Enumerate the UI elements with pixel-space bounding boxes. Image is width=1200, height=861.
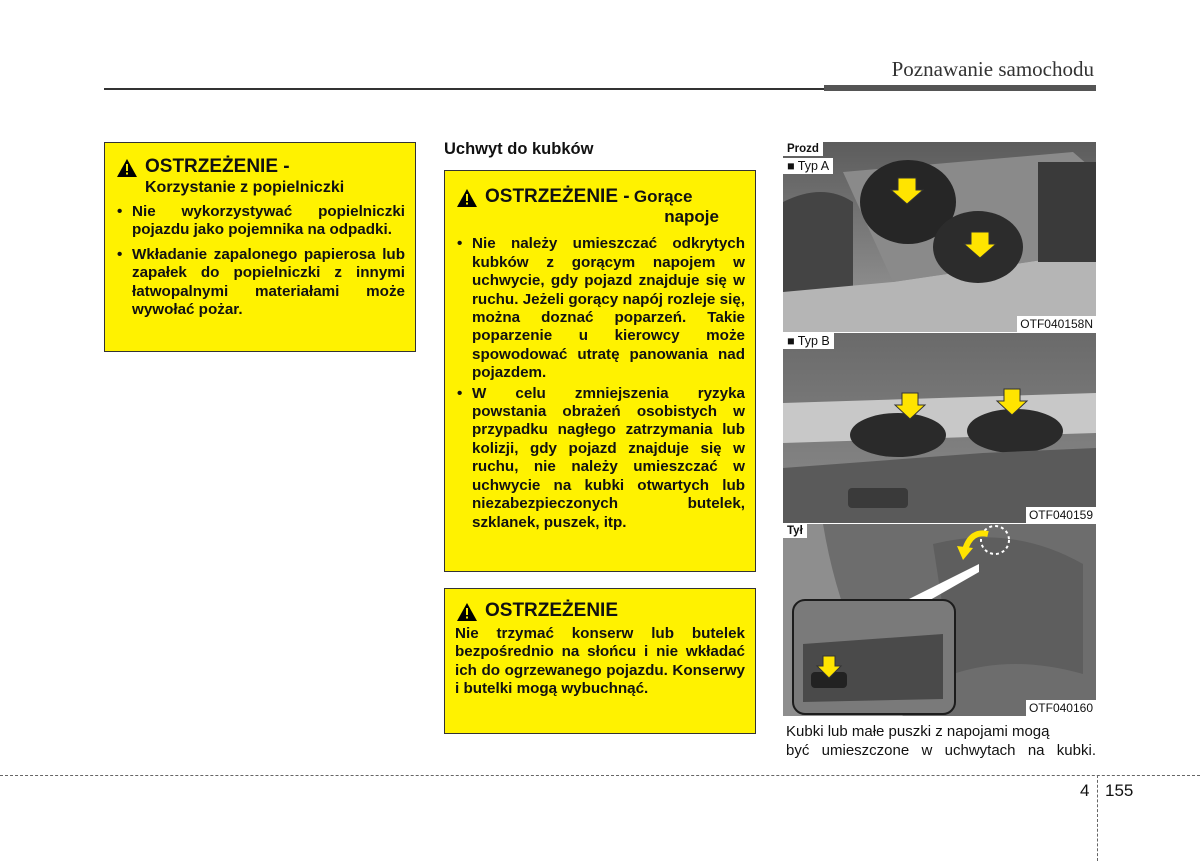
chapter-number: 4	[1080, 781, 1090, 800]
warning-triangle-icon	[457, 603, 477, 621]
figure-cupholder-type-b	[783, 333, 1096, 523]
warning-subtitle: Korzystanie z popielniczki	[145, 179, 345, 196]
warning-box-cans	[444, 588, 756, 734]
cupholder-rear-photo	[783, 524, 1096, 716]
warning-title-tail: napoje	[664, 207, 719, 227]
warning-title: OSTRZEŻENIE -	[485, 186, 630, 207]
section-title: Uchwyt do kubków	[444, 140, 594, 158]
figure-code: OTF040159	[1026, 507, 1096, 523]
figure-cupholder-type-a	[783, 142, 1096, 332]
running-header: Poznawanie samochodu	[891, 57, 1094, 81]
warning-title: OSTRZEŻENIE -	[145, 156, 290, 177]
warning-title-tail: Gorące	[633, 187, 693, 206]
warning-triangle-icon	[457, 189, 477, 207]
figure-code: OTF040158N	[1017, 316, 1096, 332]
warning-item: • Nie wykorzystywać popielniczki pojazdu jako pojemnika na odpadki.	[115, 203, 405, 240]
warning-item: • Nie należy umieszczać odkrytych kubków z gorącym napojem w uchwycie, gdy pojazd znajduje się w ruchu. Jeżeli gorący napój rozleje się, można doznać poparzeń. Takie poparzenie u kierowcy może spowodować utratę panowania nad pojazdem.	[455, 235, 745, 382]
figure-type-label: ■ Typ B	[783, 333, 834, 349]
figure-label-rear: Tył	[783, 524, 807, 538]
warning-triangle-icon	[117, 159, 137, 177]
cupholder-type-b-photo	[783, 333, 1096, 523]
figure-type-label: ■ Typ A	[783, 158, 833, 174]
caption-line: Kubki lub małe puszki z napojami mogą	[786, 723, 1050, 740]
warning-item: • W celu zmniejszenia ryzyka powstania obrażeń osobistych w przypadku nagłego zatrzymania lub kolizji, gdy pojazd znajduje się w ruchu, nie należy umieszczać w uchwycie na kubki otwartych lub niezabezpieczonych butelek, szklanek, puszek, itp.	[455, 385, 745, 532]
warning-title: OSTRZEŻENIE	[485, 600, 619, 621]
figure-code: OTF040160	[1026, 700, 1096, 716]
warning-item: • Wkładanie zapalonego papierosa lub zapałek do popielniczki z innymi łatwopalnymi materiałami może wywołać pożar.	[115, 246, 405, 320]
page-number-divider	[1097, 775, 1098, 861]
header-rule-bar	[824, 85, 1096, 91]
warning-text: Nie trzymać konserw lub butelek bezpośrednio na słońcu i nie wkładać ich do ogrzewanego pojazdu. Konserwy i butelki mogą wybuchnąć.	[455, 625, 745, 698]
warning-box-ashtray	[104, 142, 416, 352]
page-number: 155	[1105, 781, 1134, 800]
caption-line: być umieszczone w uchwytach na kubki.	[786, 742, 1096, 759]
figure-cupholder-rear	[783, 524, 1096, 716]
figure-label-front: Prozd	[783, 142, 823, 156]
figure-caption	[786, 722, 1096, 760]
warning-box-hot-drinks	[444, 170, 756, 572]
header-rule	[104, 88, 826, 90]
footer-rule	[0, 775, 1200, 776]
